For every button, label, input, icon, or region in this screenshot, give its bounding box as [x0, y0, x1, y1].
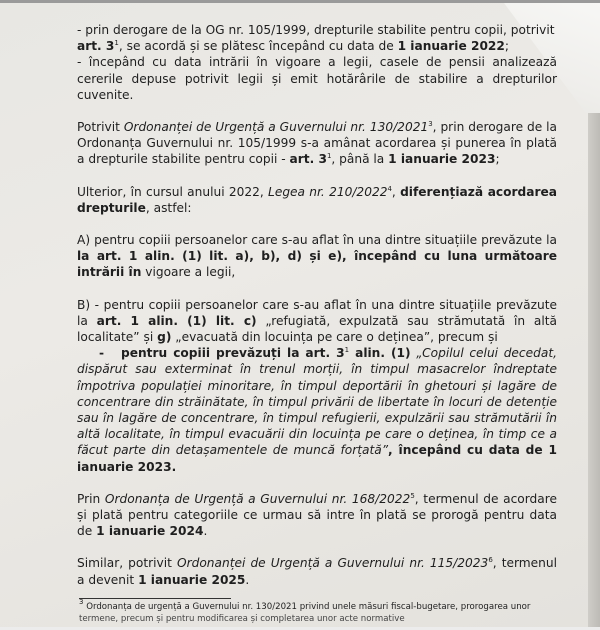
oug168-title: Ordonanța de Urgență a Guvernului nr. 168/2022	[104, 491, 411, 506]
intro-line-1: - prin derogare de la OG nr. 105/1999, drepturile stabilite pentru copii, potrivit	[77, 23, 555, 37]
paragraph-oug-168	[77, 491, 557, 540]
law210-title: Legea nr. 210/2022	[268, 184, 388, 199]
oug168-end: .	[203, 524, 208, 539]
oug130-end: ;	[495, 152, 500, 167]
intro-line-2: , se acordă și se plătesc începând cu data de	[118, 39, 398, 54]
intro-line-2-end: ;	[504, 39, 510, 54]
oug115-title: Ordonanței de Urgență a Guvernului nr. 115/2023	[177, 556, 489, 571]
footnote-3-continuation: termene, precum și pentru modificarea și completarea unor acte normative	[79, 614, 405, 624]
footnote-ref-6: 6	[488, 556, 493, 565]
item-b-ref-c: art. 1 alin. (1) lit. c)	[96, 313, 257, 328]
item-b	[77, 297, 557, 475]
item-a-end: vigoare a legii,	[141, 265, 236, 280]
oug130-title: Ordonanței de Urgență a Guvernului nr. 130/2021	[123, 120, 429, 135]
law210-end: , astfel:	[145, 200, 192, 215]
oug130-until: , până la	[331, 152, 389, 167]
footnote-3	[79, 598, 559, 613]
item-b-sub-dash: -	[99, 346, 105, 361]
law210-sep: ,	[391, 184, 401, 199]
item-b-sub-quote: „Copilul celui decedat, dispărut sau exterminat în trenul morții, în timpul masacrelor îndreptate împotriva populației minoritare, în timpul deportării în ghetouri și lagăre de concentrare din străinătate, în timpul privării de libertate în locuri de detenție sau în lagăre de concentrare, în timpul refugierii, expulzării sau strămutării în altă localitate, în timpul evacuării din locuința pe care o deținea, în timp ce a făcut parte din detașamentele de muncă forțată”	[77, 346, 557, 458]
oug115-end: .	[245, 572, 250, 587]
footnote-marker: 3	[79, 598, 84, 606]
oug130-art: art. 3	[289, 152, 327, 167]
item-b-label: B)	[77, 297, 91, 312]
item-b-ref-g: g)	[157, 330, 172, 345]
item-b-sub-ref: pentru copiii prevăzuți la art. 3	[121, 346, 345, 361]
item-b-quote-g: „evacuată din locuința pe care o deținea”, precum și	[171, 330, 498, 345]
intro-art-sup: 1	[114, 39, 119, 48]
law210-bold: diferențiază acordarea drepturile	[77, 184, 557, 215]
oug168-date: 1 ianuarie 2024	[96, 524, 204, 539]
footnote-text: Ordonanța de urgență a Guvernului nr. 130/2021 privind unele măsuri fiscal-bugetare, prorogarea unor	[83, 602, 531, 612]
item-b-sub-sup: 1	[344, 346, 350, 355]
intro-line-3: - începând cu data intrării în vigoare a legii, casele de pensii analizează cererile depuse potrivit legii și emit hotărârile de stabilire a drepturilor cuvenite.	[77, 55, 557, 102]
item-b-quote-c: „refugiată, expulzată sau strămutată în altă localitate” și	[77, 313, 558, 345]
oug130-prefix: Potrivit	[77, 120, 124, 135]
footnote-ref-5: 5	[410, 491, 415, 500]
footnote-divider	[79, 598, 231, 599]
document-body	[77, 22, 557, 604]
oug130-text: , prin derogare de la Ordonanța Guvernului nr. 105/1999 s-a amânat acordarea și punerea în plată a drepturile stabilite pentru copii -	[77, 120, 557, 167]
law210-prefix: Ulterior, în cursul anului 2022,	[77, 184, 269, 199]
oug115-date: 1 ianuarie 2025	[138, 572, 246, 587]
oug130-date: 1 ianuarie 2023	[388, 152, 496, 167]
item-b-sub-date: , începând cu data de 1 ianuarie 2023.	[77, 443, 557, 474]
oug130-art-sup: 1	[326, 152, 332, 161]
paragraph-oug-130	[77, 119, 557, 168]
footnote-ref-4: 4	[387, 184, 392, 193]
item-b-sub-alin: alin. (1)	[349, 346, 411, 361]
item-b-text: - pentru copiii persoanelor care s-au aflat în una dintre situațiile prevăzute la	[77, 297, 557, 328]
intro-date: 1 ianuarie 2022	[397, 39, 505, 54]
oug168-prefix: Prin	[77, 491, 105, 506]
item-a-label: A)	[77, 233, 91, 248]
footnote-ref-3: 3	[428, 120, 433, 129]
oug115-text: , termenul a devenit	[77, 556, 557, 587]
item-a-ref: la art. 1 alin. (1) lit. a), b), d) și e), începând cu luna următoare intrării în	[77, 249, 557, 280]
page-edge-shadow	[588, 60, 600, 630]
oug115-prefix: Similar, potrivit	[77, 556, 177, 571]
item-a	[77, 232, 557, 281]
item-a-text: pentru copiii persoanelor care s-au aflat în una dintre situațiile prevăzute la	[90, 233, 557, 248]
intro-art-ref: art. 3	[77, 39, 115, 54]
oug168-text: , termenul de acordare și plată pentru categoriile ce urmau să intre în plată se prorogă pentru data de	[77, 491, 557, 539]
intro-block	[77, 22, 557, 103]
paragraph-law-210	[77, 184, 557, 216]
paragraph-oug-115	[77, 555, 557, 587]
